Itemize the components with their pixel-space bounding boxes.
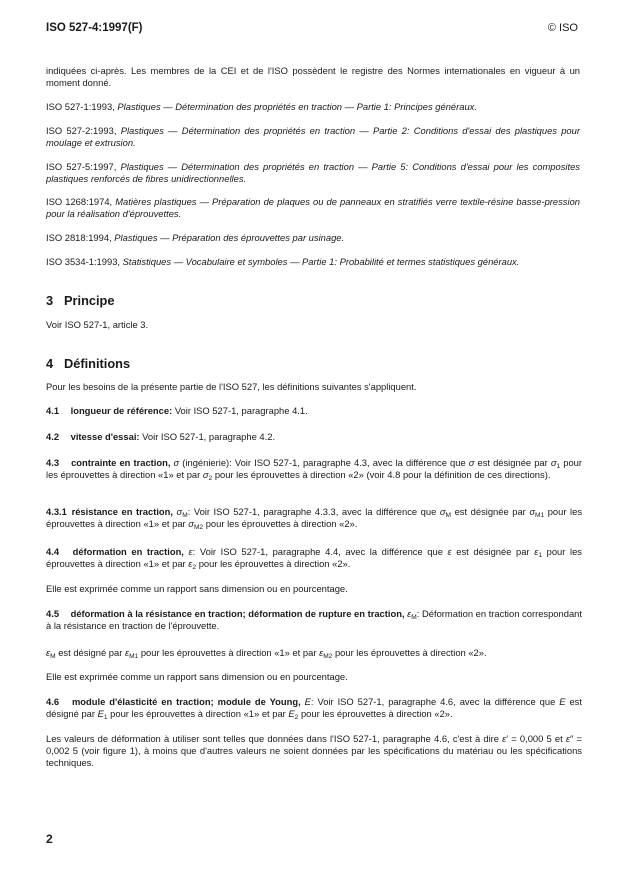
reference-6: ISO 3534-1:1993, Statistiques — Vocabulaire et symboles — Partie 1: Probabilité et termes statistiques généraux. bbox=[46, 256, 520, 267]
definition-4-6-strain-values: Les valeurs de déformation à utiliser sont telles que données dans l'ISO 527-1, paragraphe 4.6, c'est à dire ε′ = 0,000 5 et ε″ = 0,002 5 (voir figure 1), à moins que d'autres valeurs ne soient données par les spécifications du matériau ou les spécifications techniques. bbox=[46, 733, 582, 769]
reference-5: ISO 2818:1994, Plastiques — Préparation des éprouvettes par usinage. bbox=[46, 232, 345, 243]
definition-4-1: 4.1 longueur de référence: Voir ISO 527-1, paragraphe 4.1. bbox=[46, 405, 308, 416]
definition-4-3: 4.3 contrainte en traction, σ (ingénierie): Voir ISO 527-1, paragraphe 4.3, avec la différence que σ est désignée par $\sigma_1$ pour les éprouvettes à direction «1» et par $\sigma_2$ pour les éprouvettes à direction «2» (voir 4.8 pour la définition de ces directions). bbox=[46, 457, 582, 483]
section-4-intro: Pour les besoins de la présente partie de l'ISO 527, les définitions suivantes s'appliquent. bbox=[46, 381, 417, 392]
definition-4-5: 4.5 déformation à la résistance en traction; déformation de rupture en traction, $\varepsilon_M$: Déformation en traction correspondant à la résistance en traction de l'éprouvette. bbox=[46, 608, 582, 632]
intro-paragraph: indiquées ci-après. Les membres de la CEI et de l'ISO possèdent le registre des Normes internationales en vigueur à un moment donné. bbox=[46, 65, 580, 89]
definition-4-6: 4.6 module d'élasticité en traction; module de Young, E: Voir ISO 527-1, paragraphe 4.6, avec la différence que E est désigné par $E_1$ pour les éprouvettes à direction «1» et par $E_2$ pour les éprouvettes à direction «2». bbox=[46, 696, 582, 722]
definition-4-5-note: Elle est exprimée comme un rapport sans dimension ou en pourcentage. bbox=[46, 671, 348, 682]
section-4-heading: 4 Définitions bbox=[46, 356, 131, 371]
page-number: 2 bbox=[46, 832, 53, 846]
definition-4-4: 4.4 déformation en traction, ε: Voir ISO 527-1, paragraphe 4.4, avec la différence que ε est désignée par $\varepsilon_1$ pour les éprouvettes à direction «1» et par $\varepsilon_2$ pour les éprouvettes à direction «2». bbox=[46, 546, 582, 572]
definition-4-2: 4.2 vitesse d'essai: Voir ISO 527-1, paragraphe 4.2. bbox=[46, 431, 276, 442]
reference-1: ISO 527-1:1993, Plastiques — Détermination des propriétés en traction — Partie 1: Principes généraux. bbox=[46, 101, 477, 112]
section-3-heading: 3 Principe bbox=[46, 293, 115, 308]
definition-4-4-note: Elle est exprimée comme un rapport sans dimension ou en pourcentage. bbox=[46, 583, 348, 594]
copyright-mark: © ISO bbox=[547, 22, 578, 34]
definition-4-3-1: 4.3.1 résistance en traction, $\sigma_M$: Voir ISO 527-1, paragraphe 4.3.3, avec la différence que $\sigma_M$ est désignée par $\sigma_{M1}$ pour les éprouvettes à direction «1» et par $\sigma_{M2}$ pour les éprouvettes à direction «2». bbox=[46, 506, 583, 532]
reference-2: ISO 527-2:1993, Plastiques — Détermination des propriétés en traction — Partie 2: Conditions d'essai des plastiques pour moulage et extrusion. bbox=[46, 125, 580, 149]
document-id: ISO 527-4:1997(F) bbox=[46, 22, 143, 34]
reference-4: ISO 1268:1974, Matières plastiques — Préparation de plaques ou de panneaux en stratifiés verre textile-résine basse-pression pour la réalisation d'éprouvettes. bbox=[46, 196, 580, 220]
section-3-body: Voir ISO 527-1, article 3. bbox=[46, 319, 149, 330]
definition-4-5-designation: $\varepsilon_M$ est désigné par $\varepsilon_{M1}$ pour les éprouvettes à direction «1» et par $\varepsilon_{M2}$ pour les éprouvettes à direction «2». bbox=[46, 647, 487, 660]
reference-3: ISO 527-5:1997, Plastiques — Détermination des propriétés en traction — Partie 5: Conditions d'essai pour les composites plastiques renforcés de fibres unidirectionnelles. bbox=[46, 161, 580, 185]
